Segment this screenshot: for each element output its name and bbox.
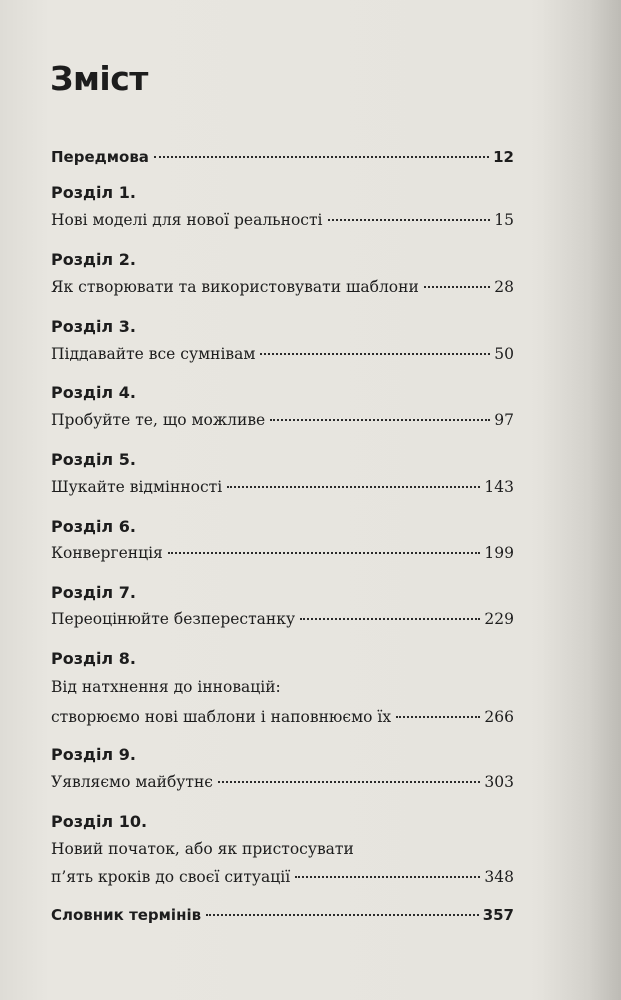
toc-entry-page: 15 [494,211,514,229]
chapter-heading: Розділ 10. [51,812,148,831]
toc-entry [51,209,514,231]
toc-entry [51,706,514,728]
chapter-heading: Розділ 8. [51,649,136,668]
leader-dots [270,419,490,421]
chapter-heading: Розділ 1. [51,183,136,202]
toc-entry-title: Уявляємо майбутнє [51,773,213,791]
chapter-heading: Розділ 4. [51,383,136,402]
toc-entry-title: Піддавайте все сумнівам [51,345,256,363]
page-shadow [541,0,621,1000]
toc-entry [51,409,514,431]
toc-entry [51,542,514,564]
toc-entry-label: Словник термінів [51,906,202,924]
toc-entry-title: п’ять кроків до своєї ситуації [51,868,291,886]
leader-dots [295,876,480,878]
leader-dots [154,156,489,158]
toc-entry-page: 97 [494,411,514,429]
toc-entry [51,608,514,630]
chapter-heading: Розділ 7. [51,583,136,602]
toc-entry [51,276,514,298]
leader-dots [424,286,490,288]
toc-entry-label: Передмова [51,148,149,166]
page-title: Зміст [50,59,148,98]
toc-entry-page: 357 [482,906,514,924]
leader-dots [206,914,479,916]
toc-entry-page: 266 [484,708,514,726]
chapter-heading: Розділ 3. [51,317,136,336]
leader-dots [328,219,491,221]
toc-entry [51,866,514,888]
toc-entry [51,771,514,793]
leader-dots [227,486,480,488]
toc-entry-page: 348 [484,868,514,886]
toc-entry-page: 50 [494,345,514,363]
toc-entry-title: Нові моделі для нової реальності [51,211,323,229]
toc-entry [51,476,514,498]
toc-entry-title: Пробуйте те, що можливе [51,411,266,429]
leader-dots [300,618,480,620]
toc-entry [51,343,514,365]
leader-dots [260,353,490,355]
chapter-heading: Розділ 6. [51,517,136,536]
chapter-heading: Розділ 2. [51,250,136,269]
leader-dots [396,716,480,718]
toc-entry-title: Конвергенція [51,544,163,562]
toc-entry-page: 12 [493,148,514,166]
leader-dots [168,552,481,554]
toc-entry-title-line: Від натхнення до інновацій: [51,678,281,696]
toc-entry-foreword [51,146,514,168]
toc-entry-page: 303 [484,773,514,791]
toc-entry-title: Шукайте відмінності [51,478,223,496]
toc-entry-title: Як створювати та використовувати шаблони [51,278,419,296]
chapter-heading: Розділ 5. [51,450,136,469]
leader-dots [218,781,480,783]
chapter-heading: Розділ 9. [51,745,136,764]
toc-entry-glossary [51,904,514,926]
toc-entry-title: Переоцінюйте безперестанку [51,610,296,628]
toc-entry-title-line: Новий початок, або як пристосувати [51,840,354,858]
toc-entry-title: створюємо нові шаблони і наповнюємо їх [51,708,392,726]
toc-entry-page: 28 [494,278,514,296]
toc-entry-page: 143 [484,478,514,496]
toc-entry-page: 229 [484,610,514,628]
toc-entry-page: 199 [484,544,514,562]
